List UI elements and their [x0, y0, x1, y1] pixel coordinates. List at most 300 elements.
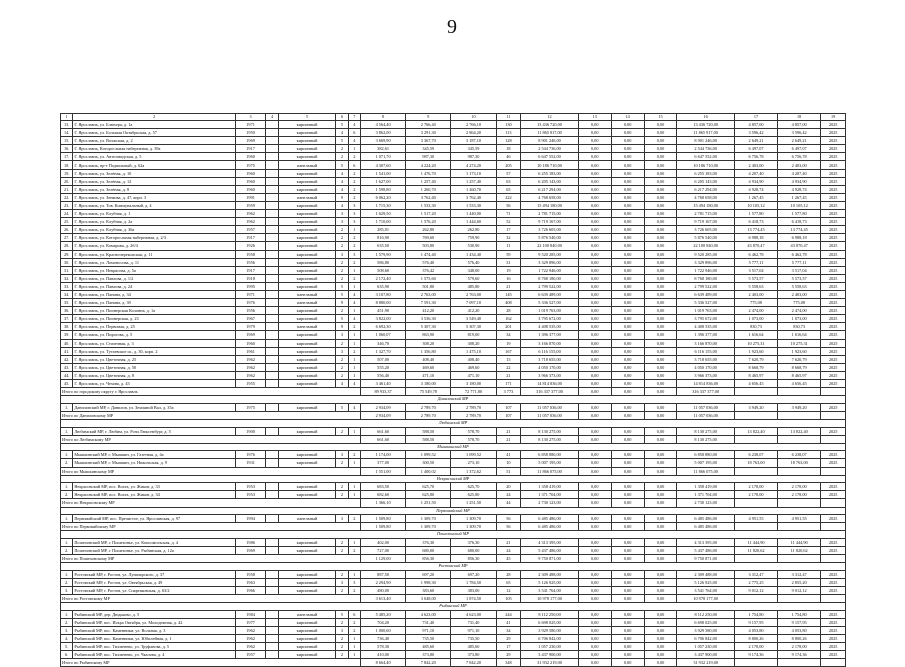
municipality-header-row	[61, 603, 846, 611]
cell-u: 1 267,45	[734, 193, 777, 201]
cell-fl: 5	[336, 121, 348, 129]
empty-cell	[266, 451, 278, 459]
cell-z1: 0,00	[578, 610, 611, 618]
cell-z2: 0,00	[611, 299, 644, 307]
column-number-row	[61, 114, 846, 121]
municipality-name: Первомайский МР	[61, 507, 846, 515]
cell-res: 21	[496, 538, 521, 546]
cell-en: 4	[348, 299, 360, 307]
cell-res: 408	[496, 299, 521, 307]
cell-z1: 0,00	[578, 578, 611, 586]
cell-c: 262,80	[451, 226, 496, 234]
cell-addr: Ростовский МР, г. Ростов, ул. Октябрьская, д. 49	[73, 578, 235, 586]
cell-m: 5 573,57	[778, 274, 821, 282]
cell-z1: 0,00	[578, 218, 611, 226]
cell-z3: 0,00	[644, 635, 677, 643]
cell-b: 2 763,00	[406, 290, 451, 298]
cell-z3: 0,00	[644, 274, 677, 282]
cell-z1: 0,00	[578, 185, 611, 193]
cell-year: 1969	[235, 137, 266, 145]
column-number: 9	[406, 114, 451, 121]
cell-sum: 5 437 486,00	[677, 546, 735, 554]
subtotal-sum: 8 130 275,00	[677, 435, 735, 443]
cell-fl: 5	[336, 403, 348, 411]
cell-a: 1 327,70	[360, 347, 405, 355]
cell-z3: 0,00	[644, 491, 677, 499]
cell-res: 113	[496, 129, 521, 137]
cell-year: 1991	[235, 193, 266, 201]
cell-cost: 3 166 870,00	[521, 339, 579, 347]
subtotal-row	[61, 467, 846, 475]
cell-a: 661,60	[360, 427, 405, 435]
cell-fl: 3	[336, 210, 348, 218]
cell-addr: Г. Ярославль, ул. Панина, д. 39	[73, 299, 235, 307]
cell-u: 2 403,00	[734, 290, 777, 298]
subtotal-z1: 0,00	[578, 435, 611, 443]
cell-res: 31	[496, 258, 521, 266]
cell-m: 13 774,45	[778, 226, 821, 234]
cell-addr: Некрасовский МР, пос. Вохта, ул. Жиков, д. 33	[73, 483, 235, 491]
cell-z3: 0,00	[644, 153, 677, 161]
cell-b: 769,60	[406, 234, 451, 242]
cell-a: 683,50	[360, 483, 405, 491]
cell-cost: 5 007 195,00	[521, 459, 579, 467]
cell-cost: 2 309 488,00	[521, 570, 579, 578]
cell-fl: 2	[336, 651, 348, 659]
cell-z3: 0,00	[644, 299, 677, 307]
cell-b: 3 762,40	[406, 193, 451, 201]
cell-res: 201	[496, 323, 521, 331]
cell-mat: кирпичный	[278, 380, 336, 388]
cell-en: 2	[348, 323, 360, 331]
cell-z3: 0,00	[644, 459, 677, 467]
column-number: 4	[266, 114, 278, 121]
cell-b: 3 180,00	[406, 380, 451, 388]
cell-b: 1 099,52	[406, 451, 451, 459]
cell-a: 5 485,20	[360, 610, 405, 618]
cell-z1: 0,00	[578, 427, 611, 435]
cell-b: 731,40	[406, 618, 451, 626]
cell-sum: 3 329 896,00	[677, 258, 735, 266]
cell-z1: 0,00	[578, 626, 611, 634]
cell-b: 1 575,60	[406, 274, 451, 282]
cell-res: 17	[496, 226, 521, 234]
cell-m: 775,08	[778, 299, 821, 307]
cell-c: 273,10	[451, 459, 496, 467]
cell-c: 4 623,00	[451, 610, 496, 618]
page-number: 9	[447, 16, 458, 38]
cell-n: 37.	[61, 315, 73, 323]
table-row	[61, 403, 846, 411]
cell-z1: 0,00	[578, 266, 611, 274]
cell-a: 2 172,40	[360, 274, 405, 282]
cell-z3: 0,00	[644, 586, 677, 594]
municipality-name: Ростовский МР	[61, 563, 846, 571]
cell-a: 480,00	[360, 586, 405, 594]
cell-a: 382,61	[360, 145, 405, 153]
cell-fl: 3	[336, 218, 348, 226]
cell-res: 16	[496, 274, 521, 282]
municipality-header-row	[61, 396, 846, 404]
cell-res: 244	[496, 610, 521, 618]
table-row	[61, 635, 846, 643]
cell-addr: Г. Ярославль, ул. Зелёная, д. 10	[73, 169, 235, 177]
cell-z2: 0,00	[611, 363, 644, 371]
subtotal-b: 75 549,78	[406, 388, 451, 396]
cell-mat: кирпичный	[278, 427, 336, 435]
subtotal-u	[734, 388, 777, 396]
cell-a: 3 107,80	[360, 290, 405, 298]
cell-mat: кирпичный	[278, 635, 336, 643]
cell-u: 43 870,47	[734, 242, 777, 250]
cell-end: 2025	[821, 331, 846, 339]
cell-cost: 3 437 900,00	[521, 651, 579, 659]
cell-year: 1962	[235, 363, 266, 371]
cell-en: 1	[348, 371, 360, 379]
cell-a: 4 307,60	[360, 161, 405, 169]
subtotal-res: 107	[496, 411, 521, 419]
cell-mat: кирпичный	[278, 459, 336, 467]
cell-mat: кирпичный	[278, 483, 336, 491]
cell-b: 1 257,40	[406, 177, 451, 185]
cell-z1: 0,00	[578, 153, 611, 161]
cell-c: 3 549,40	[451, 315, 496, 323]
cell-z1: 0,00	[578, 250, 611, 258]
cell-en: 1	[348, 226, 360, 234]
cell-z2: 0,00	[611, 546, 644, 554]
cell-z1: 0,00	[578, 380, 611, 388]
cell-end: 2025	[821, 161, 846, 169]
empty-cell	[266, 483, 278, 491]
cell-z2: 0,00	[611, 234, 644, 242]
cell-m: 4 928,74	[778, 185, 821, 193]
cell-sum: 5 007 195,00	[677, 459, 735, 467]
subtotal-cost: 10 978 177,00	[521, 595, 579, 603]
cell-cost: 3 718 655,00	[521, 355, 579, 363]
table-row	[61, 363, 846, 371]
cell-end: 2025	[821, 339, 846, 347]
cell-b: 576,40	[406, 258, 451, 266]
cell-fl: 4	[336, 380, 348, 388]
cell-end: 2025	[821, 427, 846, 435]
cell-fl: 9	[336, 299, 348, 307]
cell-u: 10 105,12	[734, 201, 777, 209]
cell-a: 704,20	[360, 618, 405, 626]
cell-res: 28	[496, 307, 521, 315]
cell-mat: кирпичный	[278, 643, 336, 651]
cell-fl: 2	[336, 570, 348, 578]
cell-fl: 3	[336, 331, 348, 339]
cell-u: 3 949,20	[734, 403, 777, 411]
subtotal-a: 2 934,09	[360, 411, 405, 419]
cell-n: 1.	[61, 570, 73, 578]
cell-year: 1957	[235, 651, 266, 659]
cell-res: 24	[496, 546, 521, 554]
column-number: 18	[778, 114, 821, 121]
subtotal-z3: 0,00	[644, 411, 677, 419]
cell-res: 162	[496, 315, 521, 323]
cell-end: 2025	[821, 483, 846, 491]
cell-b: 1 476,70	[406, 169, 451, 177]
cell-res: 63	[496, 177, 521, 185]
cell-end: 2025	[821, 578, 846, 586]
cell-cost: 10 186 710,00	[521, 161, 579, 169]
table-row	[61, 290, 846, 298]
cell-en: 6	[348, 610, 360, 618]
cell-b: 300,50	[406, 459, 451, 467]
cell-n: 1.	[61, 483, 73, 491]
cell-en: 2	[348, 169, 360, 177]
cell-z3: 0,00	[644, 210, 677, 218]
cell-en: 1	[348, 570, 360, 578]
column-number: 13	[578, 114, 611, 121]
cell-mat: кирпичный	[278, 578, 336, 586]
cell-addr: Г. Ярославль, ул. Ломоносова, д. 11	[73, 258, 235, 266]
table-row	[61, 234, 846, 242]
cell-year: 1917	[235, 266, 266, 274]
cell-cost: 4 408 535,00	[521, 323, 579, 331]
cell-u: 10 275,31	[734, 339, 777, 347]
cell-sum: 11 865 917,00	[677, 129, 735, 137]
cell-cost: 9 719 167,00	[521, 218, 579, 226]
subtotal-z1: 0,00	[578, 411, 611, 419]
cell-a: 1 071,70	[360, 153, 405, 161]
cell-end: 2025	[821, 403, 846, 411]
cell-en: 2	[348, 258, 360, 266]
cell-en: 1	[348, 266, 360, 274]
empty-cell	[266, 578, 278, 586]
empty-cell	[266, 250, 278, 258]
cell-b: 345,59	[406, 145, 451, 153]
cell-z3: 0,00	[644, 121, 677, 129]
cell-cost: 1 358 419,00	[521, 483, 579, 491]
empty-cell	[266, 226, 278, 234]
cell-year: 1976	[235, 451, 266, 459]
cell-addr: Г. Ярославль, ул. Волжская, д. 2	[73, 137, 235, 145]
cell-z3: 0,00	[644, 403, 677, 411]
cell-z1: 0,00	[578, 331, 611, 339]
cell-c: 731,40	[451, 618, 496, 626]
cell-u: 8 465,97	[734, 371, 777, 379]
cell-addr: Мышкинский МР, г. Мышкин, ул. Никольская, д. 9	[73, 459, 235, 467]
cell-z1: 0,00	[578, 618, 611, 626]
cell-u: 3 517,04	[734, 266, 777, 274]
cell-sum: 1 358 419,00	[677, 483, 735, 491]
cell-z2: 0,00	[611, 626, 644, 634]
cell-z3: 0,00	[644, 451, 677, 459]
table-row	[61, 618, 846, 626]
subtotal-u	[734, 595, 777, 603]
municipality-header-row	[61, 419, 846, 427]
empty-cell	[266, 234, 278, 242]
table-row	[61, 153, 846, 161]
cell-u: 8 800,26	[734, 635, 777, 643]
cell-b: 501,80	[406, 282, 451, 290]
subtotal-z3: 0,00	[644, 435, 677, 443]
column-number: 6	[336, 114, 348, 121]
cell-u: 6 497,07	[734, 145, 777, 153]
cell-cost: 6 647 552,00	[521, 153, 579, 161]
cell-a: 556,40	[360, 371, 405, 379]
cell-z2: 0,00	[611, 331, 644, 339]
empty-cell	[266, 403, 278, 411]
cell-cost: 5 437 486,00	[521, 546, 579, 554]
empty-cell	[266, 515, 278, 523]
cell-en: 1	[348, 538, 360, 546]
column-number: 2	[73, 114, 235, 121]
empty-cell	[266, 218, 278, 226]
cell-addr: Г. Ярославль, ул. Красноперекопская, д. 11	[73, 250, 235, 258]
cell-b: 262,80	[406, 226, 451, 234]
cell-n: 45.	[61, 380, 73, 388]
cell-sum: 8 130 275,00	[677, 427, 735, 435]
cell-fl: 2	[336, 371, 348, 379]
subtotal-c: 1 372,62	[451, 467, 496, 475]
cell-n: 2.	[61, 578, 73, 586]
cell-u: 2 775,25	[734, 578, 777, 586]
cell-en: 2	[348, 242, 360, 250]
subtotal-row	[61, 523, 846, 531]
cell-year: 1958	[235, 250, 266, 258]
cell-end: 2025	[821, 193, 846, 201]
cell-en: 1	[348, 459, 360, 467]
subtotal-z2: 0,00	[611, 595, 644, 603]
cell-u: 1 616,64	[734, 331, 777, 339]
cell-u: 2 474,00	[734, 307, 777, 315]
cell-z2: 0,00	[611, 185, 644, 193]
cell-z2: 0,00	[611, 578, 644, 586]
table-row	[61, 371, 846, 379]
cell-en: 6	[348, 161, 360, 169]
subtotal-m	[778, 499, 821, 507]
cell-b: 680,00	[406, 546, 451, 554]
cell-u: 6 462,78	[734, 250, 777, 258]
cell-en: 1	[348, 427, 360, 435]
subtotal-z3: 0,00	[644, 595, 677, 603]
empty-cell	[266, 323, 278, 331]
cell-fl: 2	[336, 427, 348, 435]
cell-cost: 1 019 763,00	[521, 307, 579, 315]
cell-z3: 0,00	[644, 538, 677, 546]
cell-en: 3	[348, 201, 360, 209]
subtotal-c: 856,30	[451, 555, 496, 563]
cell-u: 11 444,90	[734, 538, 777, 546]
cell-addr: Г. Ярославль, ул. Павлова, д. 24	[73, 282, 235, 290]
empty-cell	[266, 538, 278, 546]
cell-m: 4 053,80	[778, 626, 821, 634]
cell-en: 1	[348, 643, 360, 651]
cell-m: 1 754,80	[778, 610, 821, 618]
column-number: 14	[611, 114, 644, 121]
cell-res: 130	[496, 121, 521, 129]
table-row	[61, 242, 846, 250]
subtotal-sum: 11 057 036,00	[677, 411, 735, 419]
cell-fl: 2	[336, 242, 348, 250]
cell-res: 24	[496, 491, 521, 499]
cell-b: 1 533,30	[406, 201, 451, 209]
cell-addr: Г. Ярославль, ул. Стачечная, д. 3	[73, 339, 235, 347]
cell-z1: 0,00	[578, 315, 611, 323]
cell-c: 7 097,10	[451, 299, 496, 307]
cell-end: 2025	[821, 129, 846, 137]
cell-res: 56	[496, 201, 521, 209]
cell-res: 171	[496, 380, 521, 388]
cell-z3: 0,00	[644, 201, 677, 209]
cell-n: 31.	[61, 266, 73, 274]
cell-addr: Г. Ярославль, ул. Некрасова, д. 5а	[73, 266, 235, 274]
cell-fl: 5	[336, 610, 348, 618]
cell-mat: кирпичный	[278, 651, 336, 659]
cell-z2: 0,00	[611, 258, 644, 266]
subtotal-end	[821, 523, 846, 531]
cell-n: 14.	[61, 129, 73, 137]
cell-addr: Г. Ярославль, ул. Зелёная, д. 12	[73, 177, 235, 185]
subtotal-label: Итого по Рыбинскому МР	[61, 659, 361, 667]
cell-addr: Г. Ярославль, ул. Пирогова, д. 5	[73, 331, 235, 339]
cell-m: 2 855,20	[778, 578, 821, 586]
cell-u: 2 178,00	[734, 491, 777, 499]
empty-cell	[266, 137, 278, 145]
cell-sum: 5 336 527,00	[677, 299, 735, 307]
cell-year: 1960	[235, 177, 266, 185]
cell-year: 1969	[235, 331, 266, 339]
cell-n: 16.	[61, 145, 73, 153]
cell-fl: 2	[336, 274, 348, 282]
subtotal-cost: 31 932 219,00	[521, 659, 579, 667]
cell-b: 5 307,30	[406, 323, 451, 331]
cell-z1: 0,00	[578, 210, 611, 218]
cell-z1: 0,00	[578, 258, 611, 266]
cell-fl: 2	[336, 339, 348, 347]
cell-m: 2 178,00	[778, 643, 821, 651]
cell-en: 4	[348, 403, 360, 411]
cell-year: 1962	[235, 635, 266, 643]
cell-end: 2025	[821, 643, 846, 651]
cell-z1: 0,00	[578, 586, 611, 594]
cell-u: 3 596,42	[734, 129, 777, 137]
cell-n: 30.	[61, 258, 73, 266]
cell-res: 21	[496, 282, 521, 290]
cell-fl: 2	[336, 643, 348, 651]
subtotal-z1: 0,00	[578, 499, 611, 507]
cell-end: 2025	[821, 491, 846, 499]
cell-year: 1977	[235, 618, 266, 626]
cell-year: 1953	[235, 491, 266, 499]
subtotal-res: 44	[496, 499, 521, 507]
cell-z2: 0,00	[611, 371, 644, 379]
cell-sum: 11 057 036,00	[677, 403, 735, 411]
cell-en: 1	[348, 635, 360, 643]
subtotal-row	[61, 555, 846, 563]
empty-cell	[266, 643, 278, 651]
cell-n: 32.	[61, 274, 73, 282]
subtotal-b: 588,50	[406, 435, 451, 443]
cell-z1: 0,00	[578, 201, 611, 209]
empty-cell	[266, 363, 278, 371]
cell-mat: кирпичный	[278, 339, 336, 347]
cell-end: 2025	[821, 266, 846, 274]
cell-mat: кирпичный	[278, 586, 336, 594]
cell-en: 3	[348, 210, 360, 218]
cell-addr: Г. Ярославль, ул. Пионерская, д. 23	[73, 315, 235, 323]
cell-z1: 0,00	[578, 538, 611, 546]
cell-a: 1 715,30	[360, 201, 405, 209]
cell-res: 29	[496, 651, 521, 659]
subtotal-label: Итого по Любимскому МР	[61, 435, 361, 443]
subtotal-label: Итого по Некрасовскому МР	[61, 499, 361, 507]
table-row	[61, 586, 846, 594]
cell-fl: 2	[336, 266, 348, 274]
